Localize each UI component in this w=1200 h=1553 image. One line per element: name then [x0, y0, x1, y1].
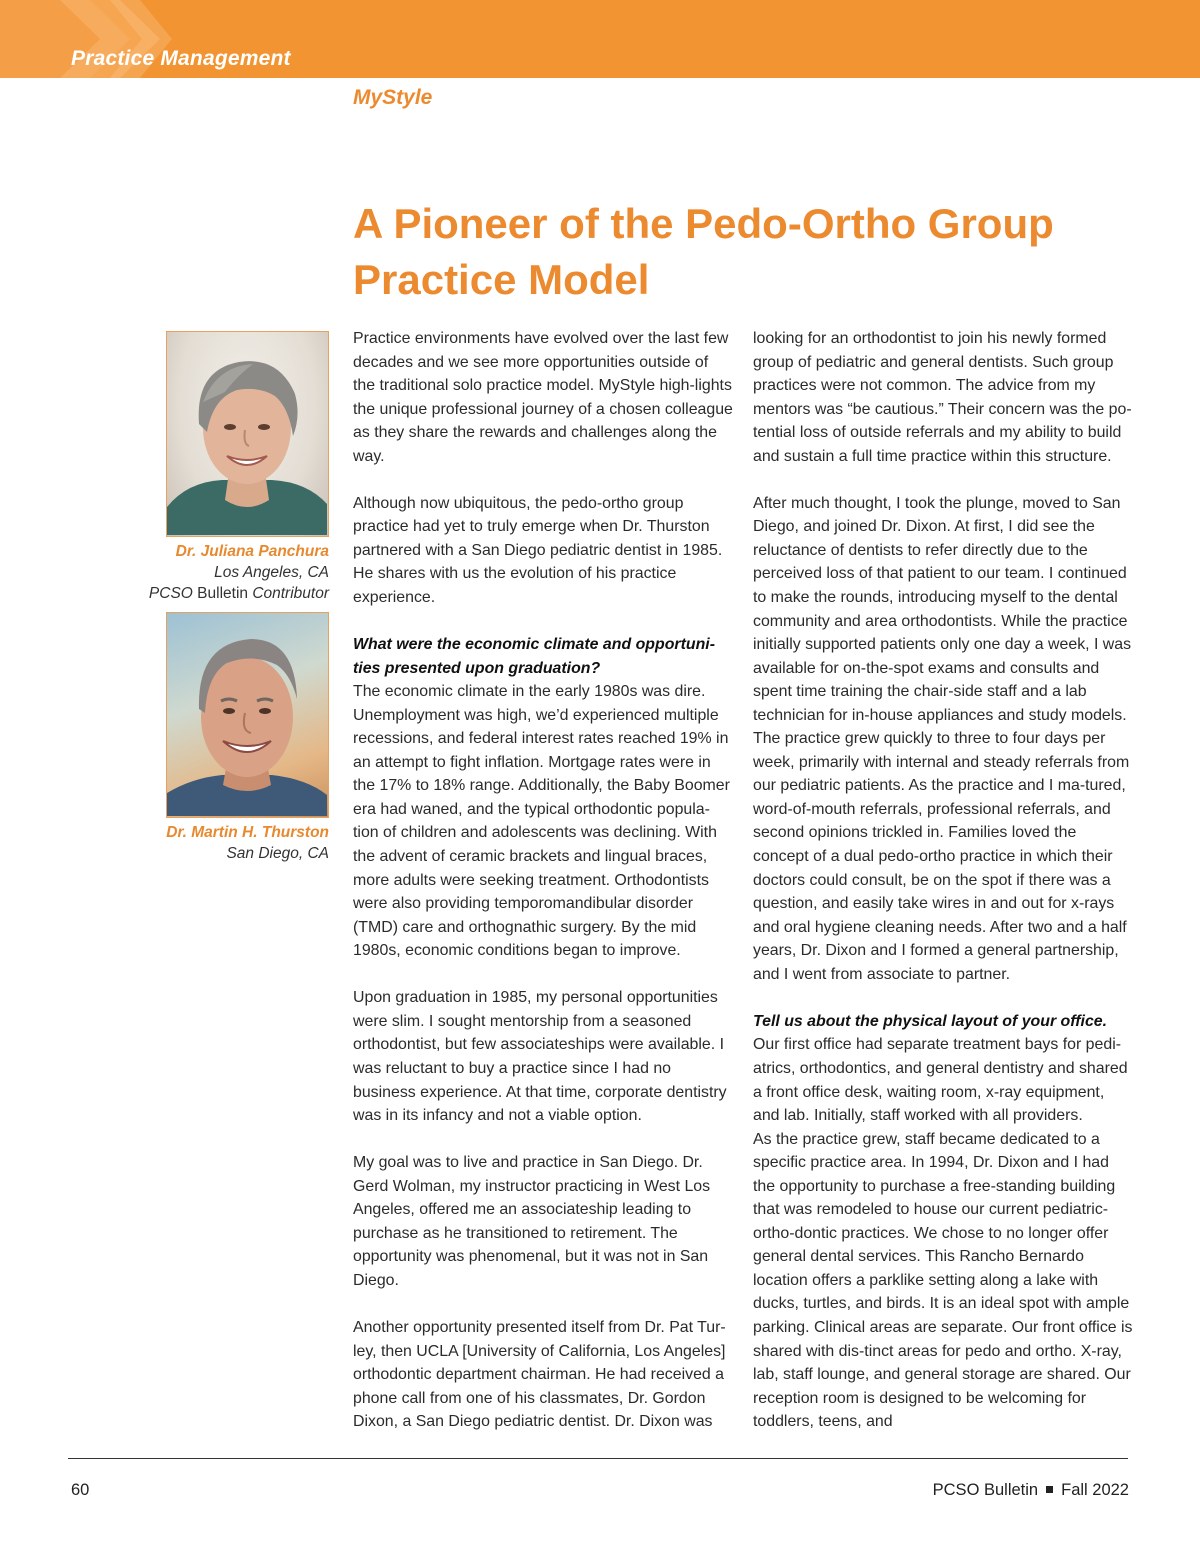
role-prefix: PCSO — [148, 585, 193, 602]
contributor-location: Los Angeles, CA — [214, 564, 329, 581]
contributor-photo-thurston — [166, 612, 329, 818]
contributor-caption-panchura — [149, 541, 329, 604]
header-banner — [0, 0, 1200, 78]
contributor-role — [149, 583, 329, 604]
publication-name: PCSO Bulletin — [932, 1481, 1039, 1499]
contributor-caption-thurston — [166, 822, 329, 864]
article-column-1 — [353, 327, 733, 1434]
interview-question: Tell us about the physical layout of your office. — [753, 1012, 1108, 1030]
title-line-2: Practice Model — [353, 256, 650, 303]
footer-publication — [933, 1481, 1129, 1500]
paragraph: Upon graduation in 1985, my personal opportunities were slim. I sought mentorship from a seasoned orthodontist, but few associateships were available. I was reluctant to buy a practice since I had no business experience. At that time, corporate dentistry was in its infancy and not a viable option. — [353, 989, 727, 1125]
article-title — [353, 196, 1153, 308]
paragraph: Although now ubiquitous, the pedo-ortho group practice had yet to truly emerge when Dr. Thurston partnered with a San Diego pediatric dentist in 1985. He shares with us the evolution of his practice experience. — [353, 494, 723, 607]
series-label: MyStyle — [353, 86, 433, 109]
paragraph: Our first office had separate treatment bays for pedi-atrics, orthodontics, and general dentistry and shared a front office desk, waiting room, x-ray equipment, and lab. Initially, staff worked with all providers. — [753, 1036, 1128, 1125]
paragraph: The economic climate in the early 1980s was dire. Unemployment was high, we’d experienced multiple recessions, and federal interest rates reached 19% in an attempt to fight inflation. Mortgage rates were in the 17% to 18% range. Additionally, the Baby Boomer era had waned, and the typical orthodontic popula-tion of children and adolescents was declining. With the advent of ceramic brackets and lingual braces, more adults were seeking treatment. Orthodontists were also providing temporomandibular disorder (TMD) care and orthognathic surgery. By the mid 1980s, economic conditions began to improve. — [353, 683, 730, 960]
role-suffix: Contributor — [252, 585, 329, 602]
section-label: Practice Management — [71, 47, 291, 70]
footer-rule — [68, 1458, 1128, 1459]
paragraph: After much thought, I took the plunge, moved to San Diego, and joined Dr. Dixon. At first, I did see the reluctance of dentists to refer directly due to the perceived loss of that patient to our team. I continued to make the rounds, introducing myself to the dental community and area orthodontists. While the practice initially supported patients only one day a week, I was available for on-the-spot exams and consults and spent time training the chair-side staff and a lab technician for in-house appliances and study models. The practice grew quickly to three to four days per week, primarily with internal and steady referrals from our pediatric patients. As the practice and I ma-tured, word-of-mouth referrals, professional referrals, and second opinions trickled in. Families loved the concept of a dual pedo-ortho practice in which their doctors could consult, be on the spot if there was a question, and easily take wires in and out for x-rays and oral hygiene cleaning needs. After two and a half years, Dr. Dixon and I formed a general partnership, and I went from associate to partner. — [753, 494, 1132, 983]
paragraph: looking for an orthodontist to join his newly formed group of pediatric and general dentists. Such group practices were not common. The advice from my mentors was “be cautious.” Their concern was the po-tential loss of outside referrals and my ability to build and sustain a full time practice within this structure. — [753, 330, 1132, 465]
role-middle: Bulletin — [192, 585, 253, 602]
issue-label: Fall 2022 — [1061, 1481, 1129, 1499]
separator-square-icon — [1046, 1486, 1053, 1493]
article-column-2 — [753, 327, 1133, 1434]
contributor-name: Dr. Martin H. Thurston — [166, 824, 329, 841]
contributor-photo-panchura — [166, 331, 329, 537]
page-number: 60 — [71, 1481, 90, 1499]
title-line-1: A Pioneer of the Pedo-Ortho Group — [353, 200, 1054, 247]
interview-question: What were the economic climate and opportuni-ties presented upon graduation? — [353, 636, 715, 677]
paragraph: As the practice grew, staff became dedicated to a specific practice area. In 1994, Dr. Dixon and I had the opportunity to purchase a free-standing building that was remodeled to house our current pediatric-ortho-dontic practices. We chose to no longer offer general dental services. This Rancho Bernardo location offers a parklike setting along a lake with ducks, turtles, and birds. It is an ideal spot with ample parking. Clinical areas are separate. Our front office is shared with dis-tinct areas for pedo and ortho. X-ray, lab, staff lounge, and general storage are shared. Our reception room is designed to be welcoming for toddlers, teens, and — [753, 1130, 1133, 1431]
contributor-name: Dr. Juliana Panchura — [175, 543, 329, 560]
paragraph: My goal was to live and practice in San Diego. Dr. Gerd Wolman, my instructor practicing in West Los Angeles, offered me an associateship leading to purchase as he transitioned to retirement. The opportunity was phenomenal, but it was not in San Diego. — [353, 1154, 711, 1289]
paragraph: Practice environments have evolved over the last few decades and we see more opportunities outside of the traditional solo practice model. MyStyle high-lights the unique professional journey of a chosen colleague as they share the rewards and challenges along the way. — [353, 330, 733, 465]
contributor-location: San Diego, CA — [226, 845, 329, 862]
paragraph: Another opportunity presented itself from Dr. Pat Tur-ley, then UCLA [University of California, Los Angeles] orthodontic department chairman. He had received a phone call from one of his classmates, Dr. Gordon Dixon, a San Diego pediatric dentist. Dr. Dixon was — [353, 1318, 726, 1431]
